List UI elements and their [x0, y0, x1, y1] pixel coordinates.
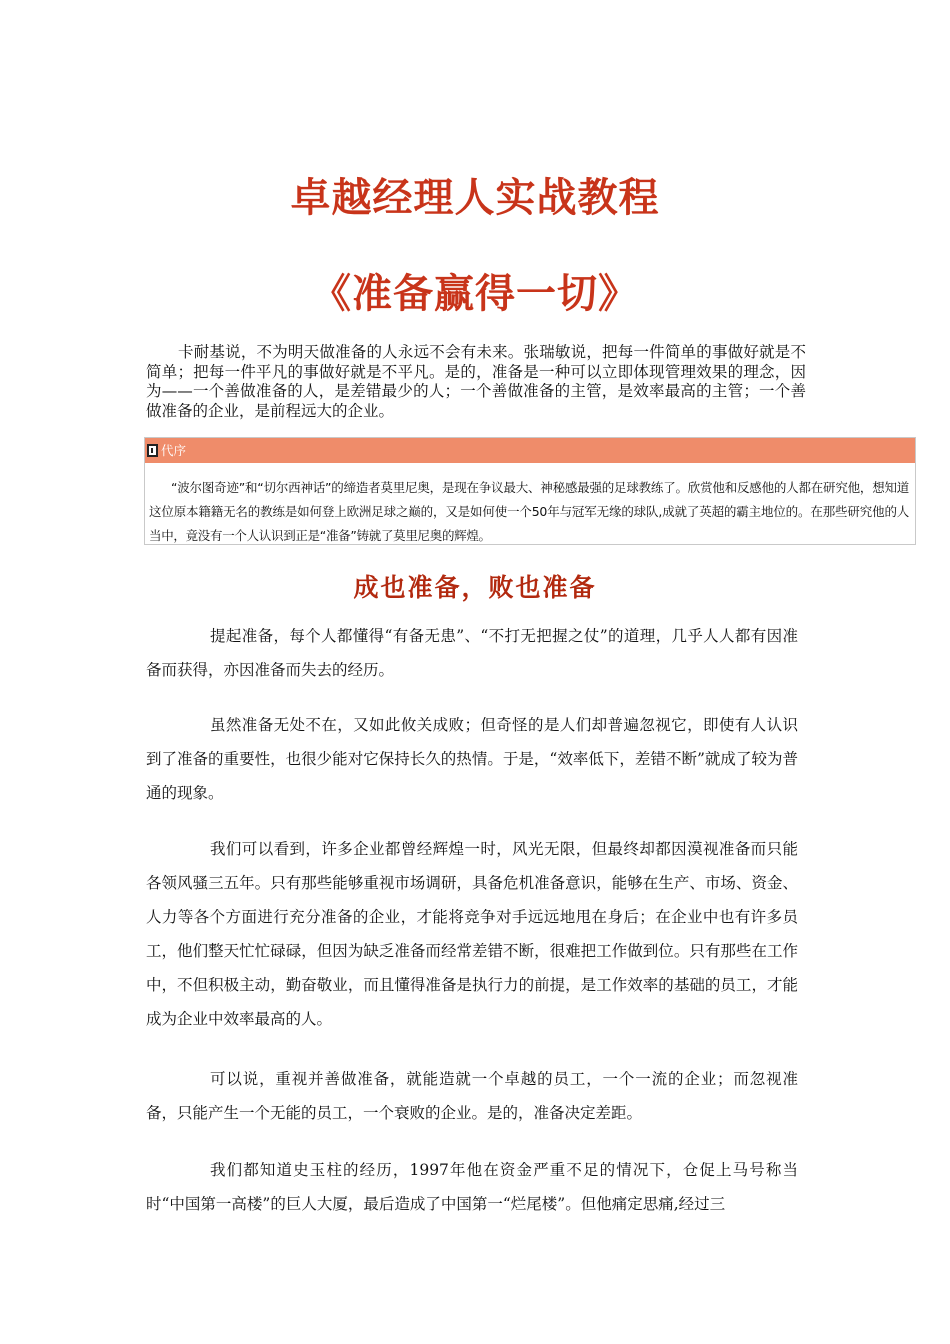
preface-box-title: 代序 [161, 443, 187, 458]
intro-paragraph: 卡耐基说，不为明天做准备的人永远不会有未来。张瑞敏说，把每一件简单的事做好就是不简单；把每一件平凡的事做好就是不平凡。是的，准备是一种可以立即体现管理效果的理念，因为——一个善做准备的人，是差错最少的人；一个善做准备的主管，是效率最高的主管；一个善做准备的企业，是前程远大的企业。 [146, 343, 806, 420]
body-paragraph-4: 可以说，重视并善做准备，就能造就一个卓越的员工，一个一流的企业；而忽视准备，只能产生一个无能的员工，一个衰败的企业。是的，准备决定差距。 [146, 1070, 798, 1122]
body-paragraph-5: 我们都知道史玉柱的经历，1997年他在资金严重不足的情况下，仓促上马号称当时“中国第一高楼”的巨人大厦，最后造成了中国第一“烂尾楼”。但他痛定思痛,经过三 [146, 1161, 798, 1213]
body-paragraph-2: 虽然准备无处不在，又如此攸关成败；但奇怪的是人们却普遍忽视它，即使有人认识到了准备的重要性，也很少能对它保持长久的热情。于是，“效率低下，差错不断”就成了较为普通的现象。 [146, 716, 798, 802]
document-subtitle: 《准备赢得一切》 [311, 270, 639, 317]
preface-box-text: “波尔图奇迹”和“切尔西神话”的缔造者莫里尼奥，是现在争议最大、神秘感最强的足球教练了。欣赏他和反感他的人都在研究他，想知道这位原本籍籍无名的教练是如何登上欧洲足球之巅的，又是如何使一个50年与冠军无缘的球队,成就了英超的霸主地位的。在那些研究他的人当中，竟没有一个人认识到正是“准备”铸就了莫里尼奥的辉煌。 [149, 480, 909, 543]
document-title: 卓越经理人实战教程 [290, 174, 660, 221]
preface-box [144, 437, 916, 545]
document-icon [147, 444, 158, 457]
section-heading: 成也准备，败也准备 [353, 573, 597, 602]
preface-box-header [145, 438, 915, 463]
body-paragraph-3: 我们可以看到，许多企业都曾经辉煌一时，风光无限，但最终却都因漠视准备而只能各领风骚三五年。只有那些能够重视市场调研，具备危机准备意识，能够在生产、市场、资金、人力等各个方面进行充分准备的企业，才能将竞争对手远远地甩在身后；在企业中也有许多员工，他们整天忙忙碌碌，但因为缺乏准备而经常差错不断，很难把工作做到位。只有那些在工作中，不但积极主动，勤奋敬业，而且懂得准备是执行力的前提，是工作效率的基础的员工，才能成为企业中效率最高的人。 [146, 840, 798, 1028]
body-paragraph-1: 提起准备，每个人都懂得“有备无患”、“不打无把握之仗”的道理，几乎人人都有因准备而获得，亦因准备而失去的经历。 [146, 627, 798, 679]
